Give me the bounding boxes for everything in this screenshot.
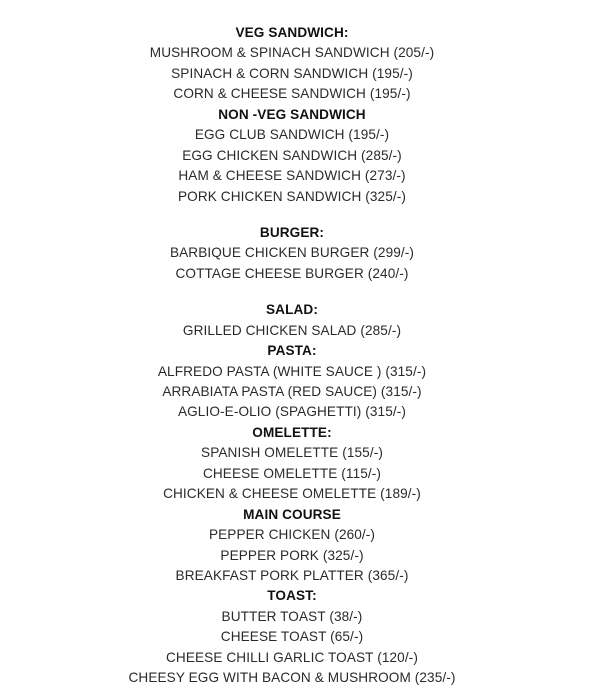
menu-item: CHEESE CHILLI GARLIC TOAST (120/-) [166,649,418,665]
menu-item: ALFREDO PASTA (WHITE SAUCE ) (315/-) [157,363,427,379]
section-non-veg-sandwich [0,105,584,207]
menu-item: PORK CHICKEN SANDWICH (325/-) [178,188,406,204]
section-heading: BURGER: [259,224,325,240]
section-burger [0,223,584,284]
section-heading: OMELETTE: [252,424,332,440]
section-heading: TOAST: [267,588,317,604]
menu-item: PEPPER CHICKEN (260/-) [208,527,376,543]
menu-item: COTTAGE CHEESE BURGER (240/-) [175,265,409,281]
spacer [0,207,584,223]
section-heading: MAIN COURSE [243,506,341,522]
section-salad [0,300,584,341]
menu-item: CHEESE OMELETTE (115/-) [202,465,382,481]
menu-item: ARRABIATA PASTA (RED SAUCE) (315/-) [162,384,422,399]
section-pasta [0,341,584,423]
menu-item: BREAKFAST PORK PLATTER (365/-) [175,567,409,583]
menu-item: GRILLED CHICKEN SALAD (285/-) [182,322,402,338]
section-heading: PASTA: [267,343,317,359]
menu-item: AGLIO-E-OLIO (SPAGHETTI) (315/-) [177,404,407,420]
menu-item: EGG CLUB SANDWICH (195/-) [194,127,390,143]
section-veg-sandwich [0,23,584,105]
menu-item: CHEESY EGG WITH BACON & MUSHROOM (235/-) [128,670,456,686]
spacer [0,284,584,300]
menu-item: CHEESE TOAST (65/-) [220,629,364,645]
menu-item: CORN & CHEESE SANDWICH (195/-) [173,86,411,102]
menu-item: EGG CHICKEN SANDWICH (285/-) [182,147,402,163]
menu-item: SPINACH & CORN SANDWICH (195/-) [171,65,413,81]
section-heading: VEG SANDWICH: [235,25,349,40]
section-heading: NON -VEG SANDWICH [218,106,366,122]
section-main-course [0,505,584,587]
menu-item: SPANISH OMELETTE (155/-) [201,445,383,461]
menu-item: BARBIQUE CHICKEN BURGER (299/-) [169,245,415,261]
menu-item: CHICKEN & CHEESE OMELETTE (189/-) [163,486,421,502]
menu-item: BUTTER TOAST (38/-) [221,608,363,624]
section-toast [0,586,584,688]
menu-item: PEPPER PORK (325/-) [220,547,364,563]
menu-item: MUSHROOM & SPINACH SANDWICH (205/-) [149,45,435,61]
menu-item: HAM & CHEESE SANDWICH (273/-) [178,168,406,184]
section-omelette [0,423,584,505]
section-heading: SALAD: [266,302,318,318]
